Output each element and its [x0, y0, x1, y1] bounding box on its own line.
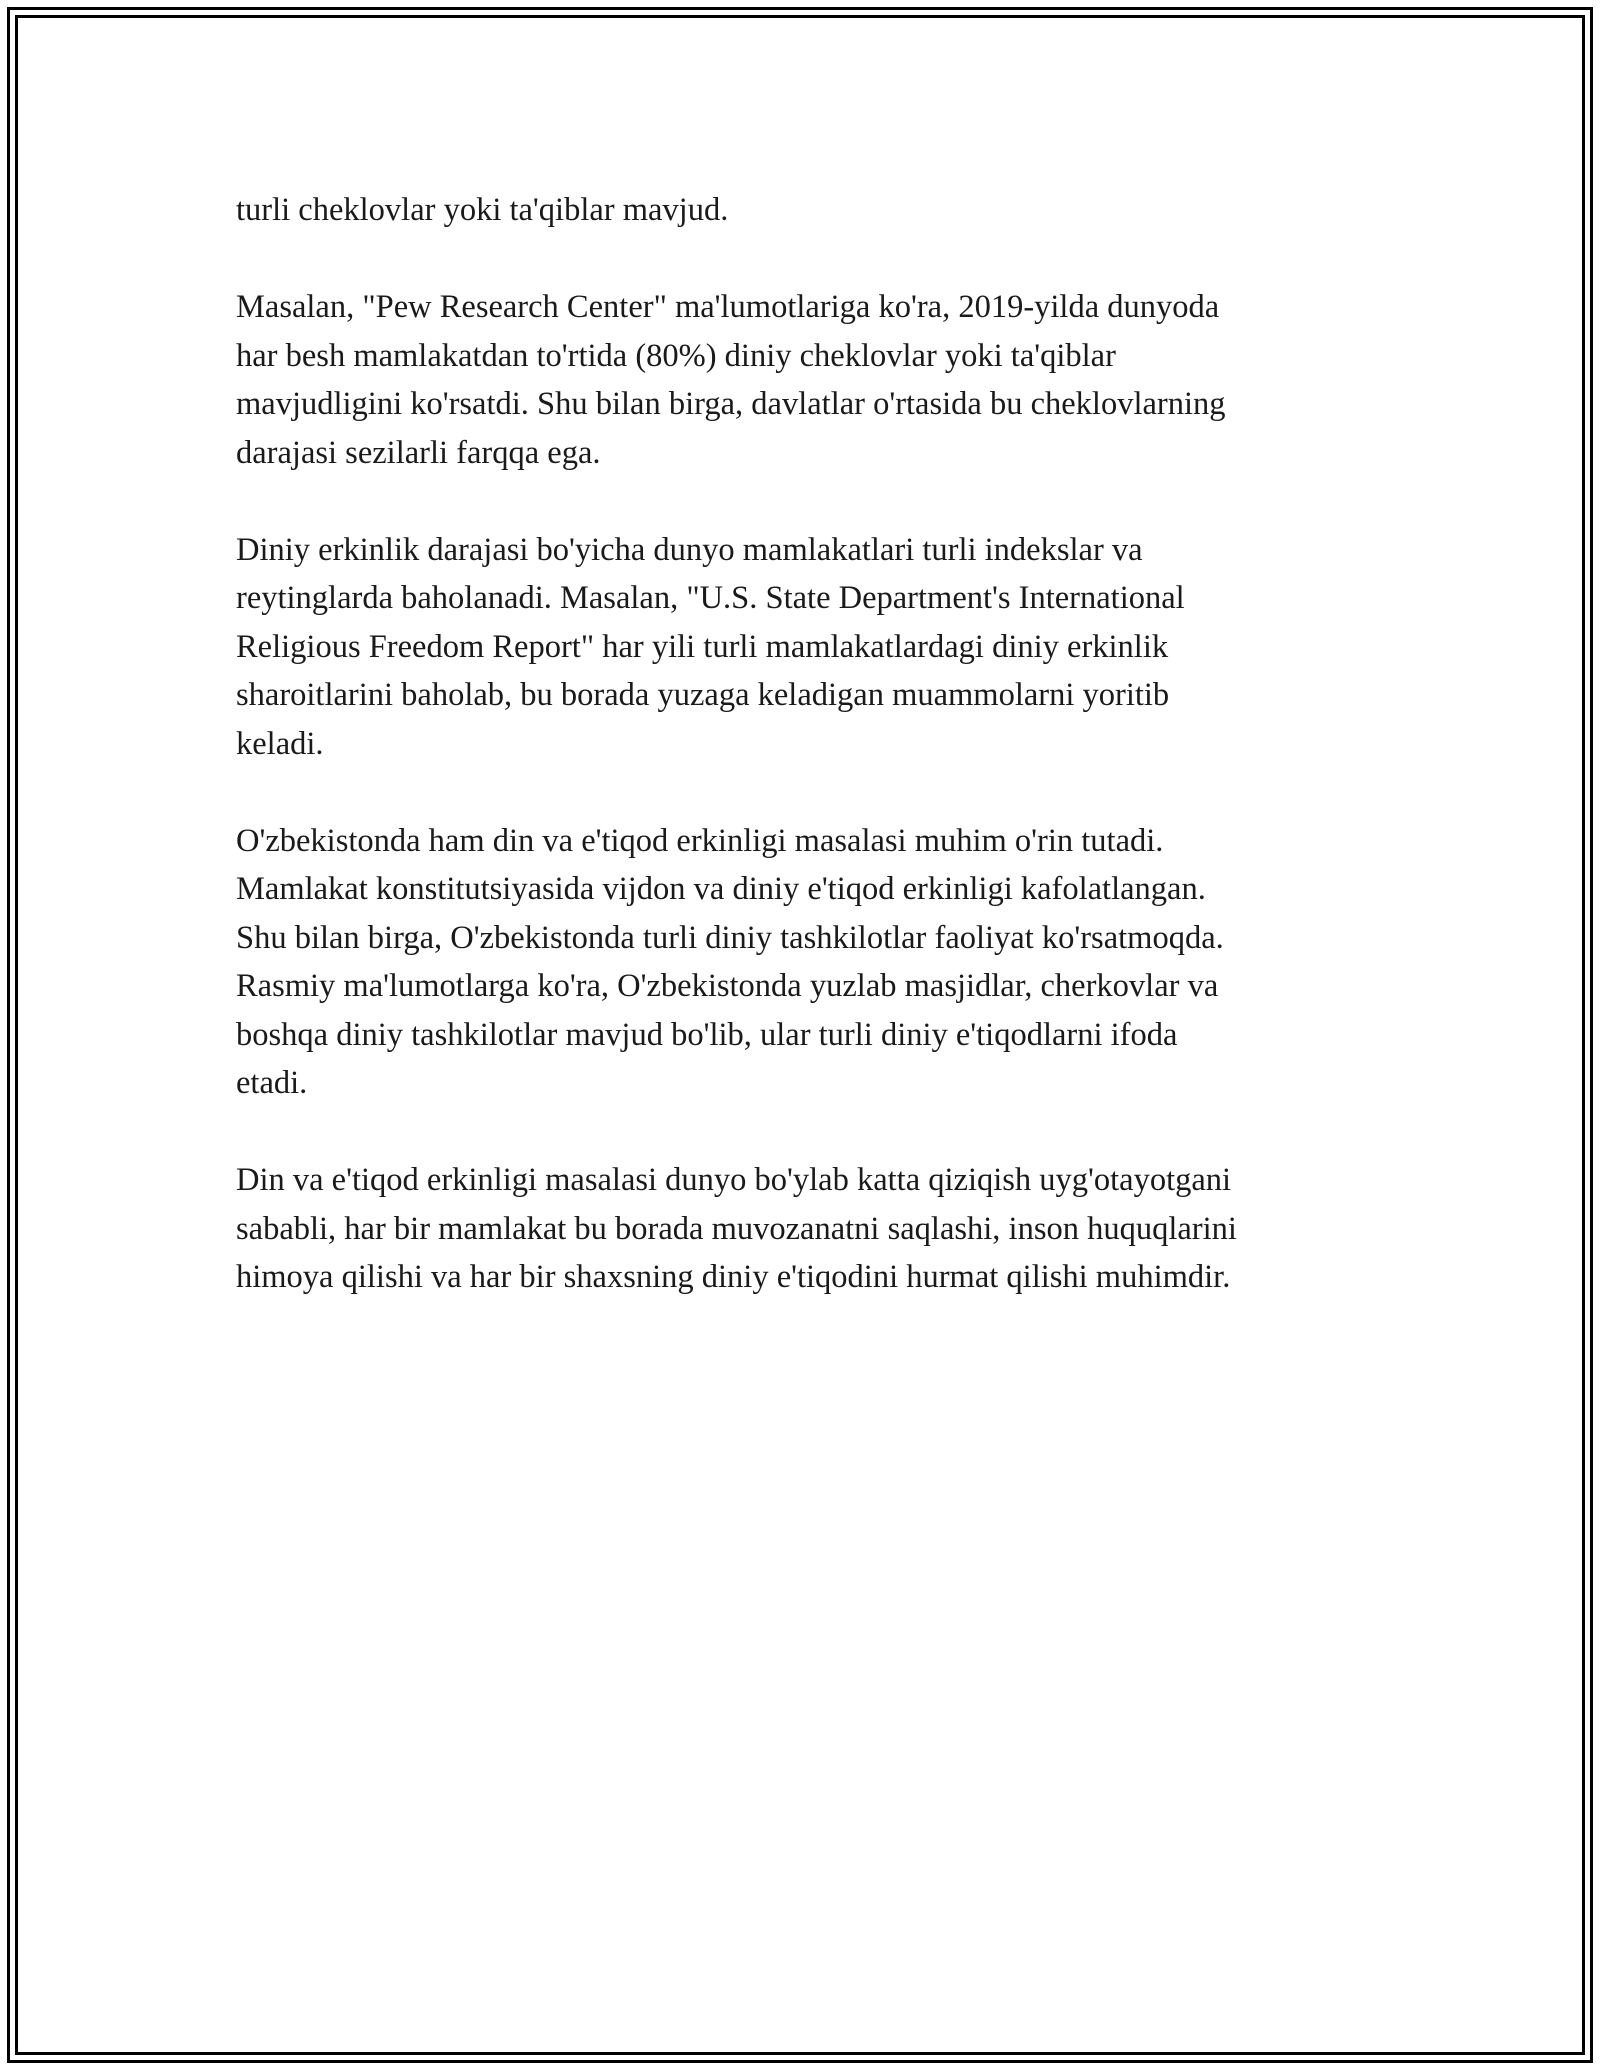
- paragraph-5: Din va e'tiqod erkinligi masalasi dunyo bo'ylab katta qiziqish uyg'otayotgani sababli, har bir mamlakat bu borada muvozanatni saqlashi, inson huquqlarini himoya qilishi va har bir shaxsning diniy e'tiqodini hurmat qilishi muhimdir.: [236, 1162, 1237, 1295]
- paragraph-2: Masalan, "Pew Research Center" ma'lumotlariga ko'ra, 2019-yilda dunyoda har besh mamlakatdan to'rtida (80%) diniy cheklovlar yoki ta'qiblar mavjudligini ko'rsatdi. Shu bilan birga, davlatlar o'rtasida bu cheklovlarning darajasi sezilarli farqqa ega.: [236, 289, 1226, 471]
- paragraph-3: Diniy erkinlik darajasi bo'yicha dunyo mamlakatlari turli indekslar va reytinglarda baholanadi. Masalan, "U.S. State Department's International Religious Freedom Report" har yili turli mamlakatlardagi diniy erkinlik sharoitlarini baholab, bu borada yuzaga keladigan muammolarni yoritib keladi.: [236, 531, 1185, 762]
- paragraph-1: turli cheklovlar yoki ta'qiblar mavjud.: [236, 192, 729, 228]
- paragraph-4: O'zbekistonda ham din va e'tiqod erkinligi masalasi muhim o'rin tutadi. Mamlakat konstitutsiyasida vijdon va diniy e'tiqod erkinligi kafolatlangan. Shu bilan birga, O'zbekistonda turli diniy tashkilotlar faoliyat ko'rsatmoqda. Rasmiy ma'lumotlarga ko'ra, O'zbekistonda yuzlab masjidlar, cherkovlar va boshqa diniy tashkilotlar mavjud bo'lib, ular turli diniy e'tiqodlarni ifoda etadi.: [236, 822, 1224, 1101]
- document-body: [236, 186, 1396, 1350]
